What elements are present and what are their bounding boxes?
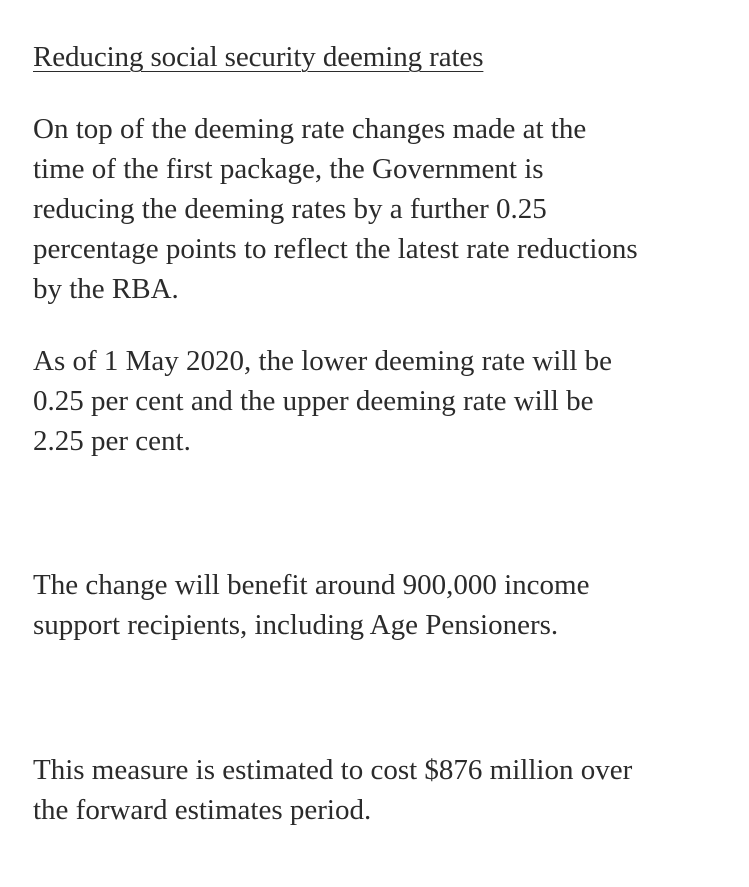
text-line: time of the first package, the Government is xyxy=(33,153,544,185)
section-heading: Reducing social security deeming rates xyxy=(33,41,484,73)
text-line: percentage points to reflect the latest rate reductions xyxy=(33,233,638,265)
paragraph-deeming-changes xyxy=(33,109,733,309)
text-line: by the RBA. xyxy=(33,273,179,305)
paragraph-cost xyxy=(33,750,733,830)
text-line: On top of the deeming rate changes made at the xyxy=(33,113,587,145)
text-line: The change will benefit around 900,000 income xyxy=(33,569,590,601)
paragraph-beneficiaries xyxy=(33,565,733,645)
text-line: reducing the deeming rates by a further 0.25 xyxy=(33,193,547,225)
text-line: 0.25 per cent and the upper deeming rate will be xyxy=(33,385,594,417)
text-line: support recipients, including Age Pensioners. xyxy=(33,609,559,641)
text-line: As of 1 May 2020, the lower deeming rate will be xyxy=(33,345,613,377)
text-line: 2.25 per cent. xyxy=(33,425,191,457)
paragraph-new-rates xyxy=(33,341,733,461)
text-line: the forward estimates period. xyxy=(33,794,372,826)
text-line: This measure is estimated to cost $876 million over xyxy=(33,754,633,786)
